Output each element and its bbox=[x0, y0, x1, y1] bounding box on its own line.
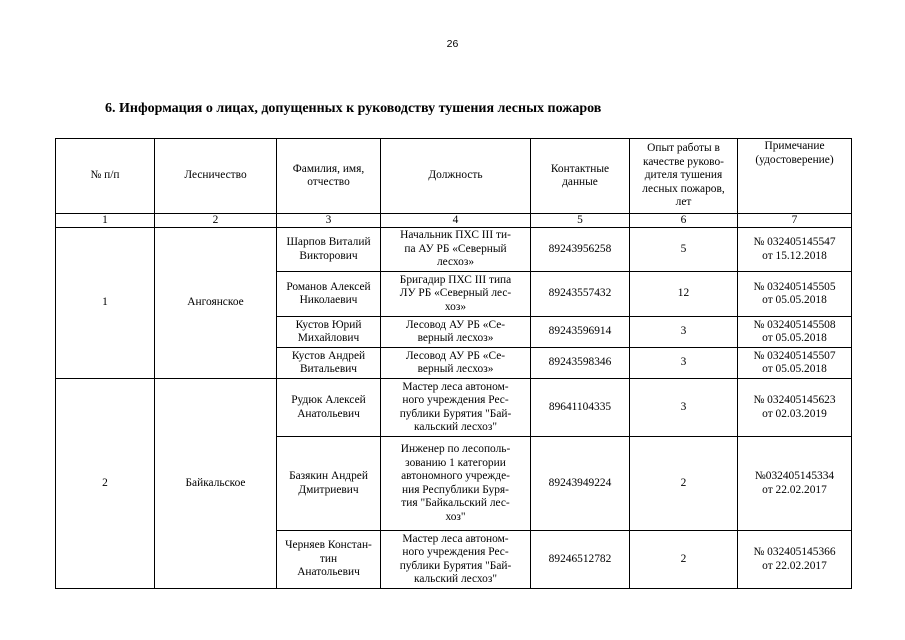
contact-phone: 89243557432 bbox=[531, 272, 630, 317]
position: Лесовод АУ РБ «Се- верный лесхоз» bbox=[381, 317, 531, 348]
contact-phone: 89641104335 bbox=[531, 379, 630, 437]
header-cell: Контактные данные bbox=[531, 139, 630, 214]
experience-years: 3 bbox=[630, 379, 738, 437]
position: Инженер по лесополь- зованию 1 категории автономного учрежде- ния Республики Буря- тия "Байкальский лес- хоз" bbox=[381, 437, 531, 531]
contact-phone: 89243596914 bbox=[531, 317, 630, 348]
contact-phone: 89243598346 bbox=[531, 348, 630, 379]
header-cell: Фамилия, имя, отчество bbox=[277, 139, 381, 214]
table-row bbox=[56, 379, 852, 437]
contact-phone: 89243956258 bbox=[531, 228, 630, 272]
person-name: Черняев Констан- тин Анатольевич bbox=[277, 531, 381, 589]
person-name: Базякин Андрей Дмитриевич bbox=[277, 437, 381, 531]
certificate-note: №032405145334 от 22.02.2017 bbox=[738, 437, 852, 531]
certificate-note: № 032405145547 от 15.12.2018 bbox=[738, 228, 852, 272]
column-number: 6 bbox=[630, 214, 738, 228]
person-name: Романов Алексей Николаевич bbox=[277, 272, 381, 317]
position: Мастер леса автоном- ного учреждения Рес- публики Бурятия "Бай- кальский лесхоз" bbox=[381, 379, 531, 437]
person-name: Рудюк Алексей Анатольевич bbox=[277, 379, 381, 437]
header-cell: № п/п bbox=[56, 139, 155, 214]
forestry-name: Ангоянское bbox=[155, 228, 277, 379]
header-cell: Лесничество bbox=[155, 139, 277, 214]
column-number: 1 bbox=[56, 214, 155, 228]
person-name: Кустов Юрий Михайлович bbox=[277, 317, 381, 348]
column-number: 4 bbox=[381, 214, 531, 228]
certificate-note: № 032405145623 от 02.03.2019 bbox=[738, 379, 852, 437]
experience-years: 12 bbox=[630, 272, 738, 317]
experience-years: 2 bbox=[630, 531, 738, 589]
experience-years: 5 bbox=[630, 228, 738, 272]
experience-years: 3 bbox=[630, 348, 738, 379]
position: Бригадир ПХС III типа ЛУ РБ «Северный лес- хоз» bbox=[381, 272, 531, 317]
header-cell: Должность bbox=[381, 139, 531, 214]
contact-phone: 89243949224 bbox=[531, 437, 630, 531]
experience-years: 3 bbox=[630, 317, 738, 348]
row-number: 2 bbox=[56, 379, 155, 589]
position: Мастер леса автоном- ного учреждения Рес- публики Бурятия "Бай- кальский лесхоз" bbox=[381, 531, 531, 589]
forestry-name: Байкальское bbox=[155, 379, 277, 589]
column-number-row bbox=[56, 214, 852, 228]
contact-phone: 89246512782 bbox=[531, 531, 630, 589]
experience-years: 2 bbox=[630, 437, 738, 531]
certificate-note: № 032405145366 от 22.02.2017 bbox=[738, 531, 852, 589]
certificate-note: № 032405145505 от 05.05.2018 bbox=[738, 272, 852, 317]
column-number: 2 bbox=[155, 214, 277, 228]
certificate-note: № 032405145508 от 05.05.2018 bbox=[738, 317, 852, 348]
person-name: Кустов Андрей Витальевич bbox=[277, 348, 381, 379]
column-number: 5 bbox=[531, 214, 630, 228]
header-cell: Опыт работы в качестве руково- дителя тушения лесных пожаров, лет bbox=[630, 139, 738, 214]
certificate-note: № 032405145507 от 05.05.2018 bbox=[738, 348, 852, 379]
fire-managers-table bbox=[55, 138, 852, 589]
column-number: 3 bbox=[277, 214, 381, 228]
position: Лесовод АУ РБ «Се- верный лесхоз» bbox=[381, 348, 531, 379]
row-number: 1 bbox=[56, 228, 155, 379]
section-heading: 6. Информация о лицах, допущенных к руководству тушения лесных пожаров bbox=[105, 101, 602, 116]
table-row bbox=[56, 228, 852, 272]
position: Начальник ПХС III ти- па АУ РБ «Северный лесхоз» bbox=[381, 228, 531, 272]
table-header-row bbox=[56, 139, 852, 214]
page-number: 26 bbox=[446, 38, 459, 50]
column-number: 7 bbox=[738, 214, 852, 228]
person-name: Шарпов Виталий Викторович bbox=[277, 228, 381, 272]
header-cell: Примечание (удостоверение) bbox=[738, 139, 852, 214]
